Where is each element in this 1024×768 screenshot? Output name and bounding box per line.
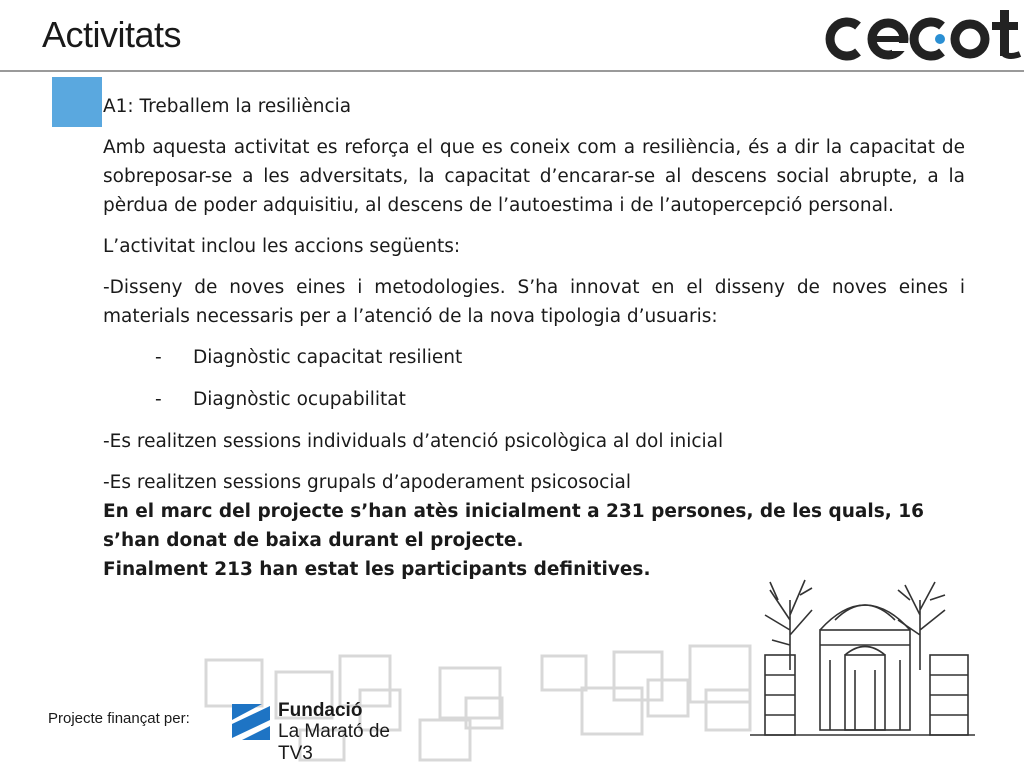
building-illustration [750, 580, 975, 735]
paragraph-intro: Amb aquesta activitat es reforça el que es coneix com a resiliència, és a dir la capacitat de sobreposar-se a les adversitats, la capacitat d’encarar-se al descens social abrupte, a la pèrdua de poder adquisitiu, al descens de l’autoestima i de l’autopercepció personal. [103, 137, 965, 216]
cecot-logo [818, 4, 1024, 68]
list-item [103, 343, 965, 372]
bullet-text: Diagnòstic capacitat resilient [193, 347, 463, 368]
page-title: Activitats [42, 14, 182, 55]
cecot-logo-graphic [818, 4, 1024, 68]
activity-heading: A1: Treballem la resiliència [103, 96, 352, 117]
marato-logo-line1: Fundació [278, 700, 363, 721]
list-item [103, 385, 965, 414]
title-divider [0, 70, 1024, 72]
marato-logo-line2: La Marató de TV3 [278, 721, 390, 764]
marato-logo [232, 700, 422, 764]
summary-bold-1: En el marc del projecte s’han atès inicialment a 231 persones, de les quals, 16 s’han donat de baixa durant el projecte. [103, 501, 924, 551]
bullet-dash: - [155, 389, 162, 410]
paragraph-group: -Es realitzen sessions grupals d’apoderament psicosocial [103, 472, 631, 493]
bullet-text: Diagnòstic ocupabilitat [193, 389, 406, 410]
accent-square [52, 77, 102, 127]
funding-label: Projecte finançat per: [48, 710, 190, 727]
paragraph-actions: L’activitat inclou les accions següents: [103, 236, 461, 257]
paragraph-individual: -Es realitzen sessions individuals d’atenció psicològica al dol inicial [103, 431, 724, 452]
main-content [103, 92, 965, 584]
summary-bold-2: Finalment 213 han estat les participants definitives. [103, 559, 651, 580]
bullet-dash: - [155, 347, 162, 368]
paragraph-design: -Disseny de noves eines i metodologies. S’ha innovat en el disseny de noves eines i materials necessaris per a l’atenció de la nova tipologia d’usuaris: [103, 277, 965, 327]
decorative-footer-art [0, 560, 1024, 768]
marato-logo-mark [232, 700, 272, 742]
